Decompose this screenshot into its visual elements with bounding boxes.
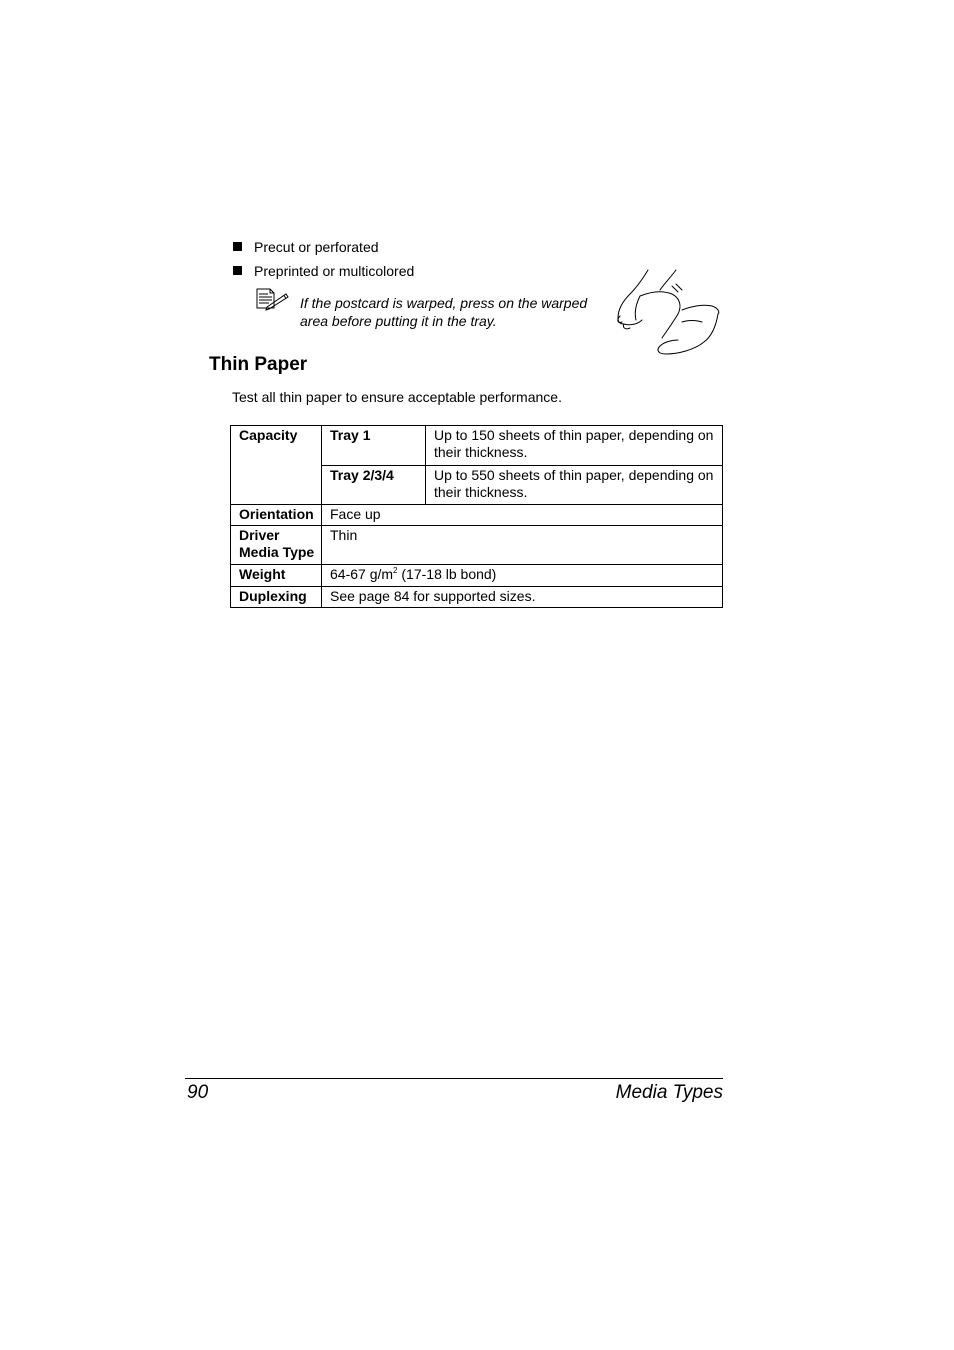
note-text: If the postcard is warped, press on the warped area before putting it in the tray. <box>300 295 588 329</box>
section-intro: Test all thin paper to ensure acceptable performance. <box>232 389 562 405</box>
section-title: Thin Paper <box>209 354 308 375</box>
orientation-value: Face up <box>322 505 723 526</box>
footer-divider <box>185 1078 723 1079</box>
weight-value-suffix: (17-18 lb bond) <box>397 566 497 582</box>
list-item-text: Precut or perforated <box>254 239 379 255</box>
hands-flattening-postcard-illustration <box>612 266 724 358</box>
tray1-value: Up to 150 sheets of thin paper, depending on their thickness. <box>426 426 723 466</box>
table-row <box>231 565 723 587</box>
table-row <box>231 505 723 526</box>
bullet-list <box>232 238 414 286</box>
table-row <box>231 587 723 608</box>
driver-media-type-label: Driver Media Type <box>231 526 322 565</box>
weight-value <box>322 565 723 587</box>
weight-value-superscript: 2 <box>393 566 398 575</box>
list-item <box>232 262 414 286</box>
tray234-label: Tray 2/3/4 <box>322 466 426 505</box>
duplexing-label: Duplexing <box>231 587 322 608</box>
list-item-text: Preprinted or multicolored <box>254 263 415 279</box>
capacity-label: Capacity <box>231 426 322 505</box>
table-row <box>231 526 723 565</box>
list-item <box>232 238 414 262</box>
table-row <box>231 426 723 466</box>
weight-value-prefix: 64-67 g/m <box>330 566 394 582</box>
tray234-value: Up to 550 sheets of thin paper, depending on their thickness. <box>426 466 723 505</box>
duplexing-value: See page 84 for supported sizes. <box>322 587 723 608</box>
weight-label: Weight <box>231 565 322 587</box>
page-number: 90 <box>187 1082 209 1103</box>
thin-paper-spec-table <box>230 425 723 608</box>
square-bullet-icon <box>233 242 242 251</box>
tray1-label: Tray 1 <box>322 426 426 466</box>
orientation-label: Orientation <box>231 505 322 526</box>
chapter-title: Media Types <box>615 1082 723 1103</box>
note-pencil-icon <box>255 288 289 312</box>
driver-media-type-value: Thin <box>322 526 723 565</box>
square-bullet-icon <box>233 266 242 275</box>
